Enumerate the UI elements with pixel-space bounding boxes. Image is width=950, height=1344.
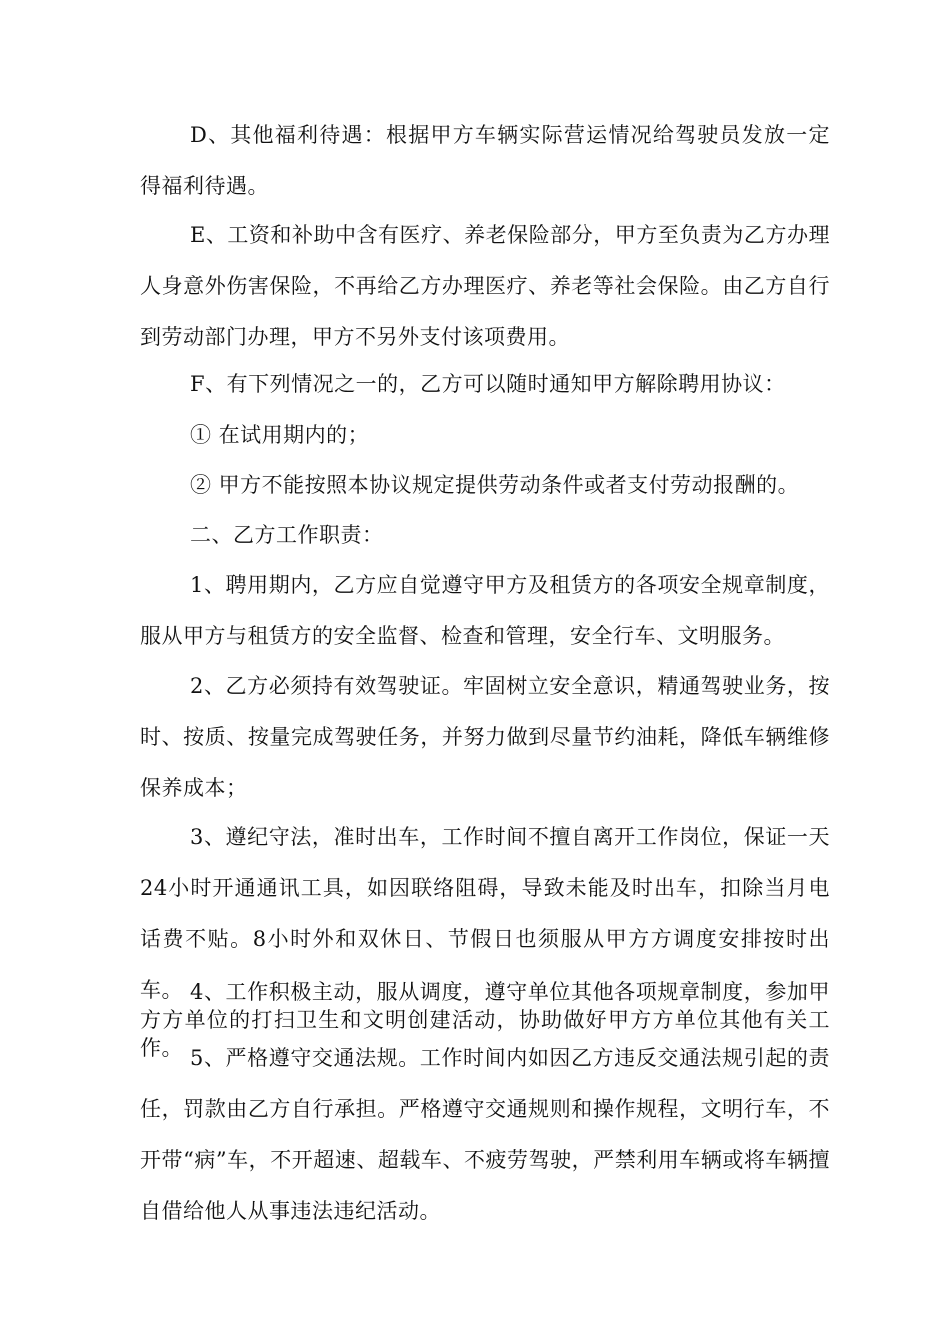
paragraph-d-welfare: D、其他福利待遇：根据甲方车辆实际营运情况给驾驶员发放一定得福利待遇。 xyxy=(140,123,830,198)
paragraph-duty-1: 1、聘用期内，乙方应自觉遵守甲方及租赁方的各项安全规章制度，服从甲方与租赁方的安全监督、检查和管理，安全行车、文明服务。 xyxy=(140,573,830,648)
section-heading-duties: 二、乙方工作职责： xyxy=(190,523,384,547)
paragraph-duty-2: 2、乙方必须持有效驾驶证。牢固树立安全意识，精通驾驶业务，按时、按质、按量完成驾驶任务，并努力做到尽量节约油耗，降低车辆维修保养成本； xyxy=(140,674,830,800)
list-item-labor-conditions: ② 甲方不能按照本协议规定提供劳动条件或者支付劳动报酬的。 xyxy=(190,473,800,497)
paragraph-duty-5: 5、严格遵守交通法规。工作时间内如因乙方违反交通法规引起的责任，罚款由乙方自行承担。严格遵守交通规则和操作规程，文明行车，不开带“病”车，不开超速、超载车、不疲劳驾驶，严禁利用车辆或将车辆擅自借给他人从事违法违纪活动。 xyxy=(140,1046,830,1223)
paragraph-e-insurance: E、工资和补助中含有医疗、养老保险部分，甲方至负责为乙方办理人身意外伤害保险，不再给乙方办理医疗、养老等社会保险。由乙方自行到劳动部门办理，甲方不另外支付该项费用。 xyxy=(140,223,830,349)
list-item-probation: ① 在试用期内的； xyxy=(190,423,370,447)
paragraph-duty-3: 3、遵纪守法，准时出车，工作时间不擅自离开工作岗位，保证一天24小时开通通讯工具，如因联络阻碍，导致未能及时出车，扣除当月电话费不贴。8小时外和双休日、节假日也须服从甲方方调度安排按时出车。 xyxy=(140,825,830,1002)
paragraph-duty-4: 4、工作积极主动，服从调度，遵守单位其他各项规章制度，参加甲方方单位的打扫卫生和文明创建活动，协助做好甲方方单位其他有关工作。 xyxy=(140,980,830,1060)
paragraph-f-termination: F、有下列情况之一的，乙方可以随时通知甲方解除聘用协议： xyxy=(190,372,786,396)
